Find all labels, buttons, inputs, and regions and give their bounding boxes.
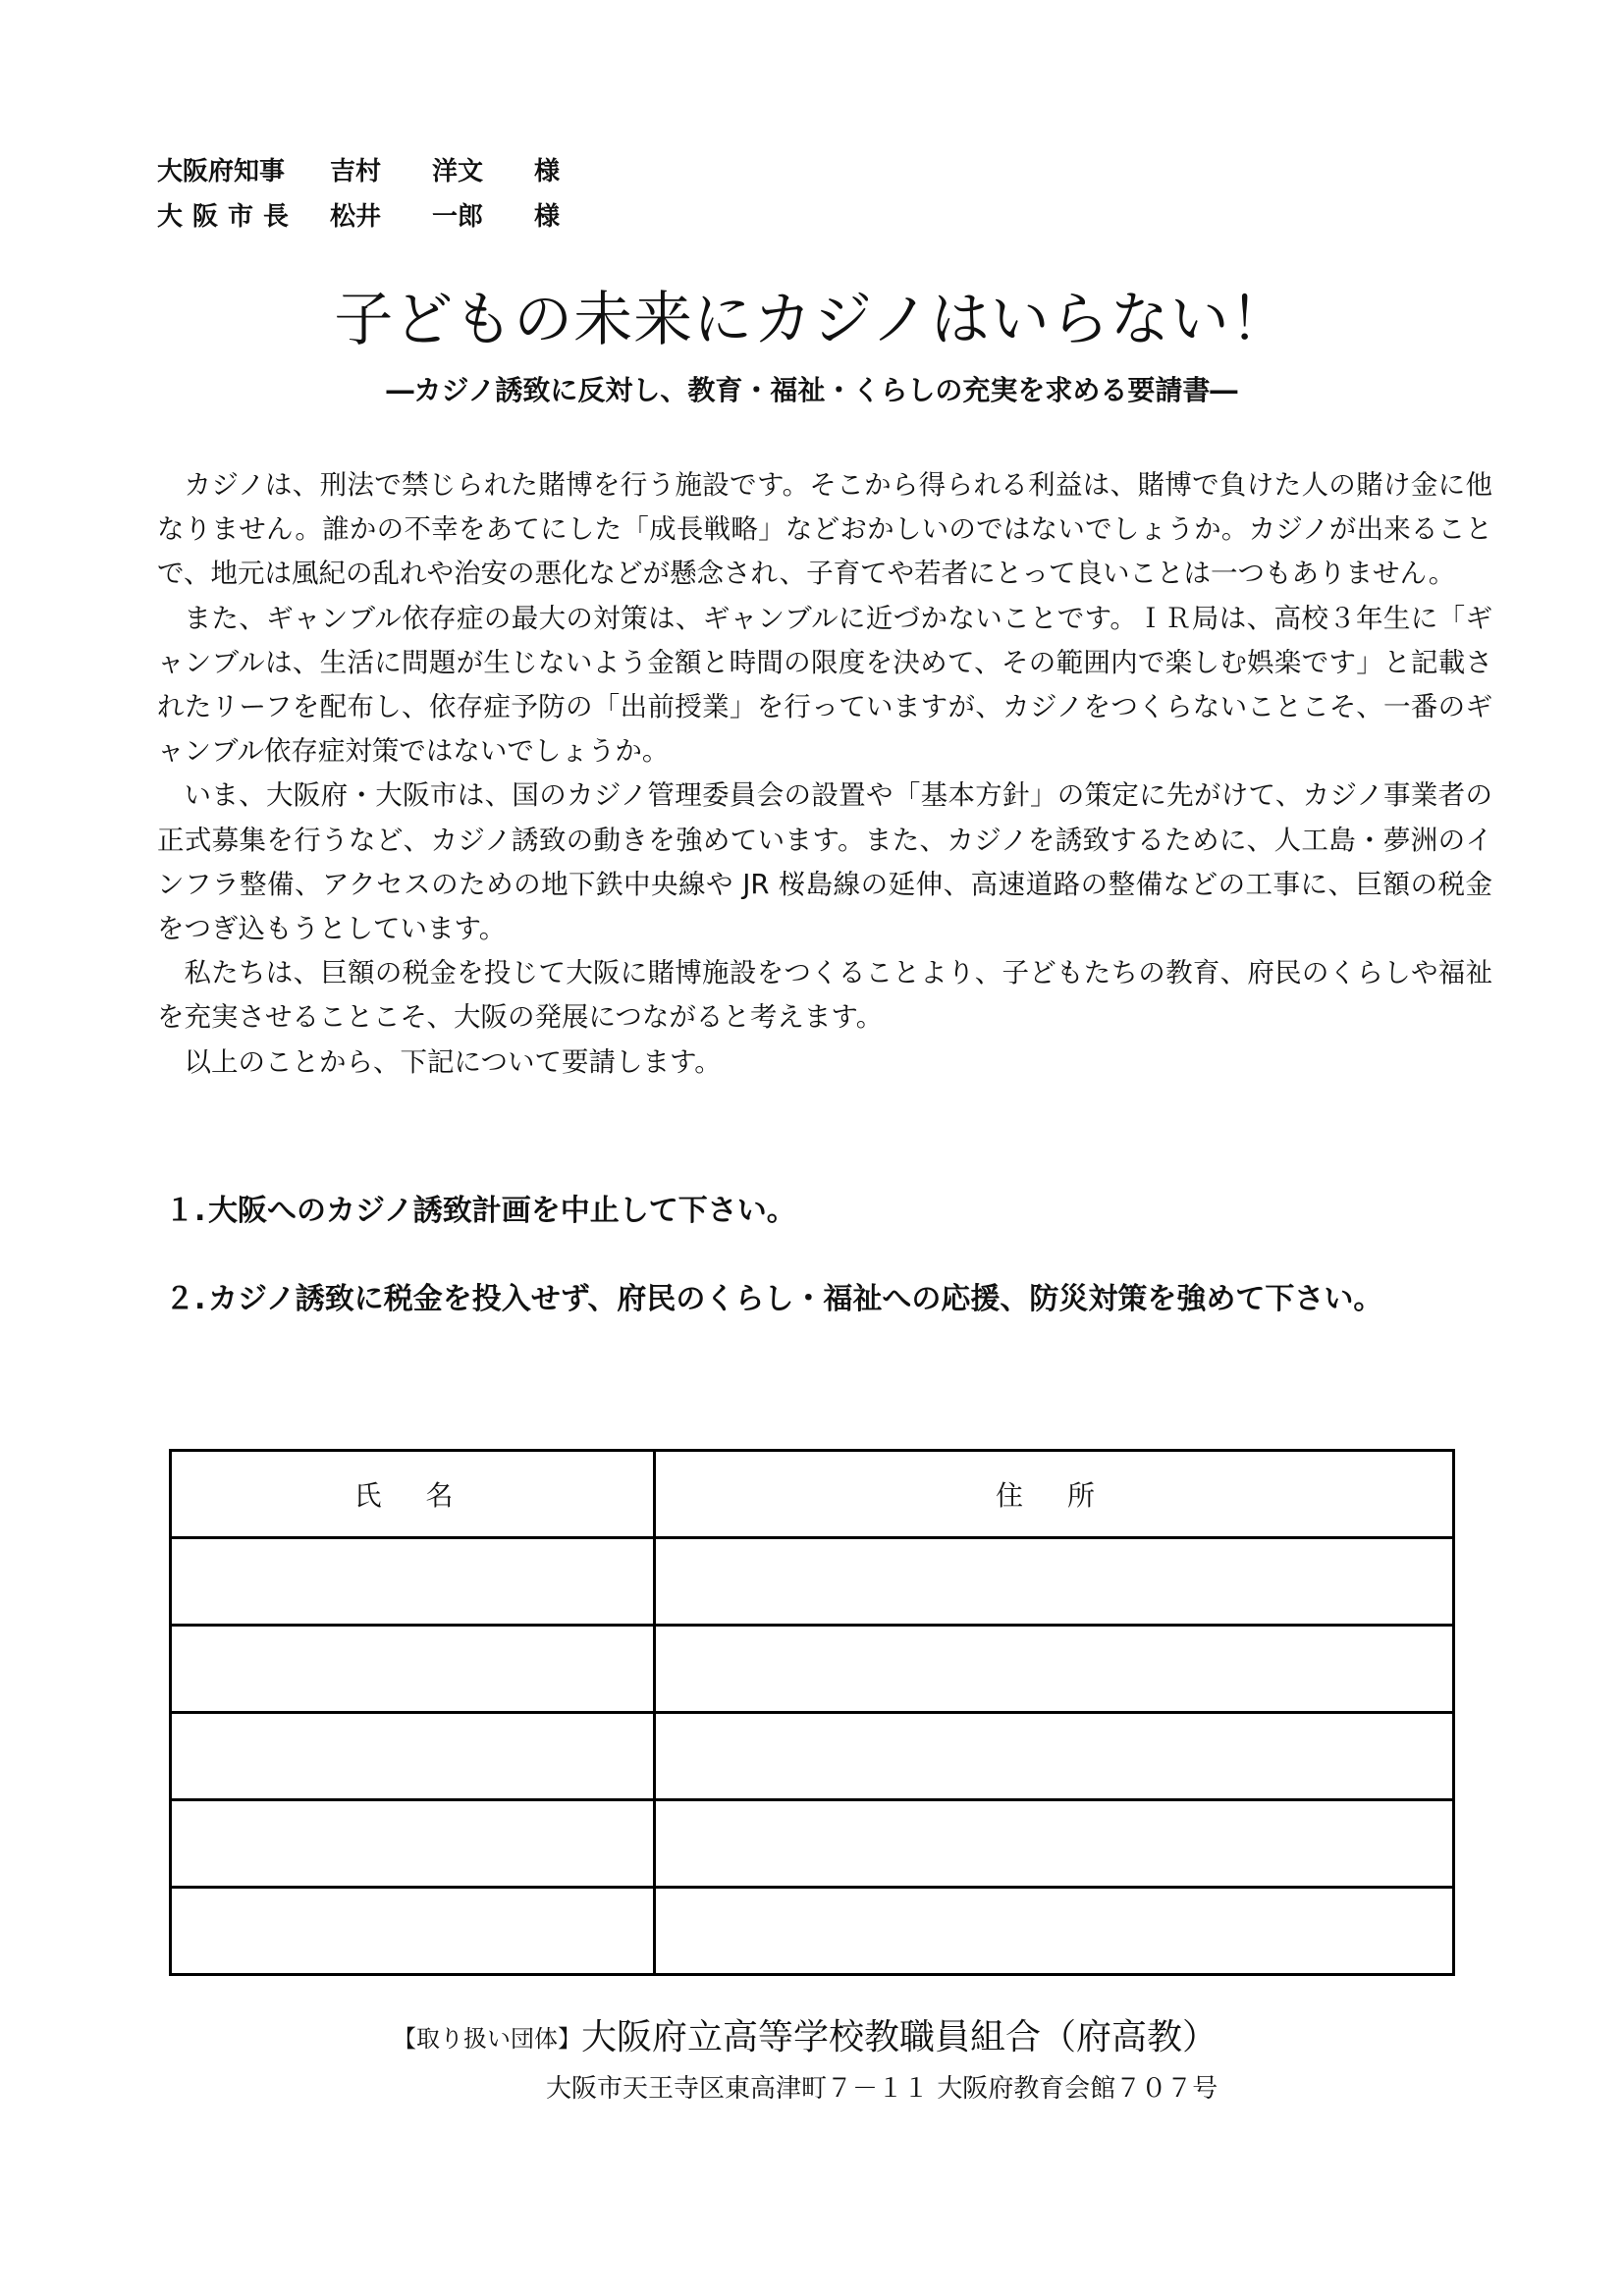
request-item xyxy=(157,1188,1492,1235)
request-text: 大阪へのカジノ誘致計画を中止して下さい。 xyxy=(208,1194,796,1228)
name-cell[interactable] xyxy=(171,1800,655,1888)
signature-row xyxy=(171,1626,1454,1713)
addressees xyxy=(157,149,560,240)
header-name: 氏 名 xyxy=(171,1451,655,1538)
request-number: ２. xyxy=(165,1282,206,1316)
document-subtitle: ―カジノ誘致に反対し、教育・福祉・くらしの充実を求める要請書― xyxy=(386,374,1238,406)
signature-table xyxy=(169,1449,1455,1976)
address-cell[interactable] xyxy=(655,1538,1454,1626)
paragraph: カジノは、刑法で禁じられた賭博を行う施設です。そこから得られる利益は、賭博で負けた人の賭け金に他なりません。誰かの不幸をあてにした「成長戦略」などおかしいのではないでしょうか。カジノが出来ることで、地元は風紀の乱れや治安の悪化などが懸念され、子育てや若者にとって良いことは一つもありません。 xyxy=(157,469,1492,590)
paragraph: いま、大阪府・大阪市は、国のカジノ管理委員会の設置や「基本方針」の策定に先がけて、カジノ事業者の正式募集を行うなど、カジノ誘致の動きを強めています。また、カジノを誘致するために、人工島・夢洲のインフラ整備、アクセスのための地下鉄中央線や JR 桜島線の延伸、高速道路の整備などの工事に、巨額の税金をつぎ込もうとしています。 xyxy=(157,779,1492,945)
footer-address: 大阪市天王寺区東高津町７－１１ 大阪府教育会館７０７号 xyxy=(546,2074,1218,2104)
footer-label: 【取り扱い団体】 xyxy=(393,2025,581,2053)
signature-row xyxy=(171,1888,1454,1975)
paragraph: 以上のことから、下記について要請します。 xyxy=(184,1045,722,1078)
addressee-mayor xyxy=(157,194,560,240)
body-text xyxy=(157,463,1492,1085)
addressee-given-name: 洋文 xyxy=(432,157,484,187)
addressee-role: 大阪市長 xyxy=(157,202,299,232)
signature-row xyxy=(171,1538,1454,1626)
request-number: １. xyxy=(165,1194,206,1228)
addressee-governor xyxy=(157,149,560,194)
signature-table-header xyxy=(171,1451,1454,1538)
signature-row xyxy=(171,1800,1454,1888)
request-text: カジノ誘致に税金を投入せず、府民のくらし・福祉への応援、防災対策を強めて下さい。 xyxy=(208,1282,1383,1316)
name-cell[interactable] xyxy=(171,1713,655,1800)
addressee-given-name: 一郎 xyxy=(432,202,484,232)
addressee-role: 大阪府知事 xyxy=(157,157,286,187)
signature-row xyxy=(171,1713,1454,1800)
request-list xyxy=(157,1188,1492,1364)
address-cell[interactable] xyxy=(655,1626,1454,1713)
name-cell[interactable] xyxy=(171,1626,655,1713)
document-title: 子どもの未来にカジノはいらない！ xyxy=(334,286,1290,354)
address-cell[interactable] xyxy=(655,1800,1454,1888)
footer-organization xyxy=(393,2014,1218,2062)
address-cell[interactable] xyxy=(655,1888,1454,1975)
addressee-family-name: 松井 xyxy=(330,202,382,232)
paragraph: 私たちは、巨額の税金を投じて大阪に賭博施設をつくることより、子どもたちの教育、府民のくらしや福祉を充実させることこそ、大阪の発展につながると考えます。 xyxy=(157,957,1492,1034)
organization-name: 大阪府立高等学校教職員組合（府高教） xyxy=(581,2017,1218,2057)
addressee-family-name: 吉村 xyxy=(330,157,382,187)
header-address: 住 所 xyxy=(655,1451,1454,1538)
addressee-honorific: 様 xyxy=(534,157,561,187)
request-item xyxy=(157,1276,1492,1323)
name-cell[interactable] xyxy=(171,1888,655,1975)
addressee-honorific: 様 xyxy=(534,202,561,232)
name-cell[interactable] xyxy=(171,1538,655,1626)
paragraph: また、ギャンブル依存症の最大の対策は、ギャンブルに近づかないことです。ＩＲ局は、高校３年生に「ギャンブルは、生活に問題が生じないよう金額と時間の限度を決めて、その範囲内で楽しむ娯楽です」と記載されたリーフを配布し、依存症予防の「出前授業」を行っていますが、カジノをつくらないことこそ、一番のギャンブル依存症対策ではないでしょうか。 xyxy=(157,602,1492,768)
address-cell[interactable] xyxy=(655,1713,1454,1800)
